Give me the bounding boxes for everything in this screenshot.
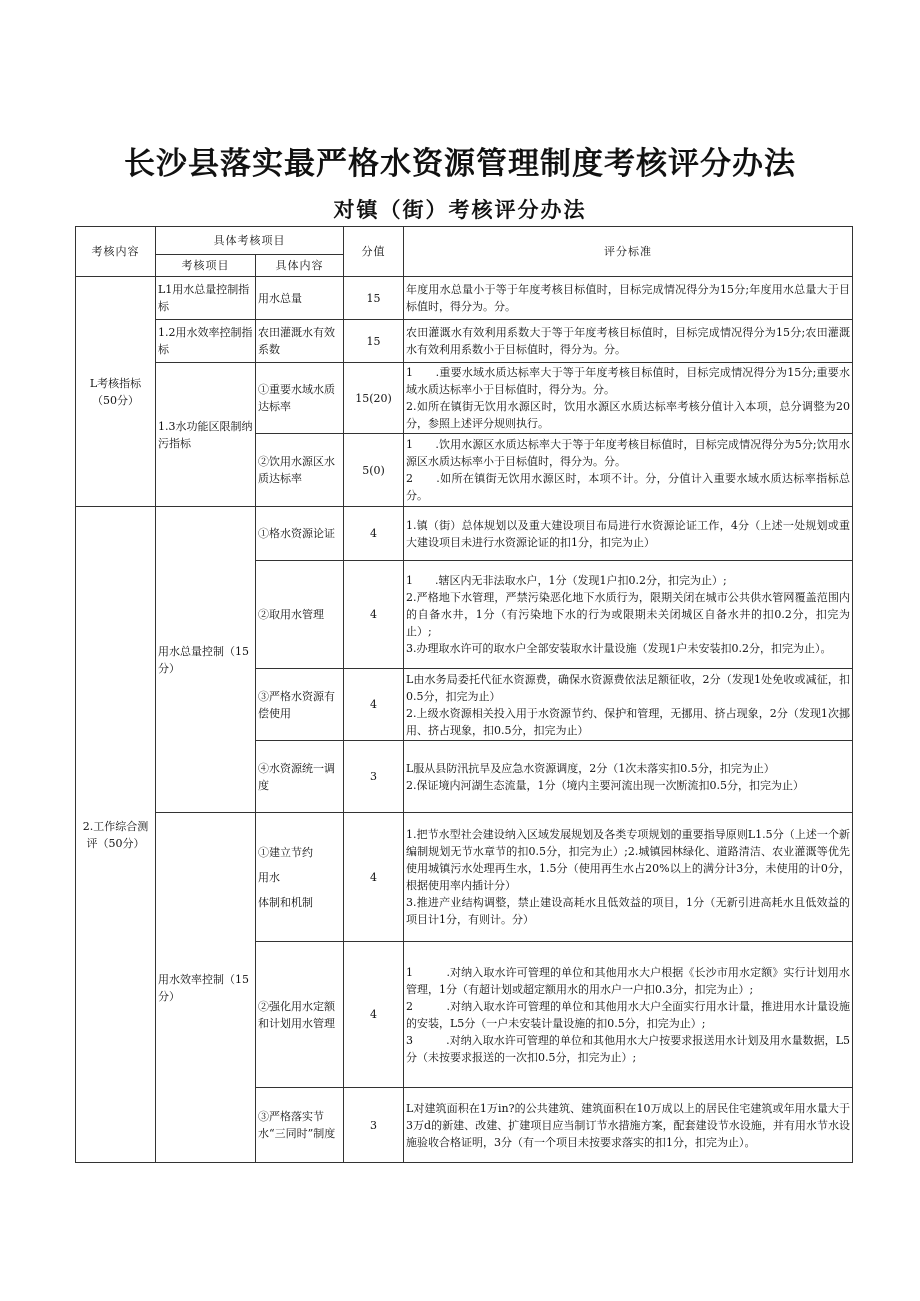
group-name: 用水效率控制（15分） [156,813,256,1163]
score-value: 5(0) [344,434,404,507]
score-value: 3 [344,741,404,813]
criteria-line: 2.严格地下水管理，严禁污染恶化地下水质行为，限期关闭在城市公共供水管网覆盖范围内的自备水井，1分（有污染地下水的行为或限期未关闭城区自备水井的扣0.2分，扣完为止）; [406,591,850,638]
header-specific: 具体考核项目 [156,227,344,255]
criteria-text [404,320,853,363]
score-value: 4 [344,813,404,942]
criteria-line: 3.推进产业结构调整，禁止建设高耗水且低效益的项目，1分（无新引进高耗水且低效益的项目计1分，有则计。分） [406,896,850,926]
criteria-line: 农田灌溉水有效利用系数大于等于年度考核目标值时，目标完成情况得分为15分;农田灌溉水有效利用系数小于目标值时，得分为。分。 [406,326,850,356]
criteria-line: L服从县防汛抗旱及应急水资源调度，2分（1次未落实扣0.5分，扣完为止） [406,761,775,775]
criteria-text [404,942,853,1088]
detail-name: ②强化用水定额和计划用水管理 [256,942,344,1088]
criteria-text [404,561,853,669]
criteria-text [404,434,853,507]
item-name: 1.3水功能区限制纳污指标 [156,363,256,507]
page-title: 长沙县落实最严格水资源管理制度考核评分办法 [124,146,796,182]
score-value: 3 [344,1088,404,1163]
criteria-line: L对建筑面积在1万in?的公共建筑、建筑面积在10万成以上的居民住宅建筑或年用水量大于3万d的新建、改建、扩建项目应当制订节水措施方案，配套建设节水设施，并有用水节水设施验收合格证明，3分（有一个项目未按要求落实的扣1分，扣完为止）。 [406,1101,850,1149]
criteria-line: 1 .对纳入取水许可管理的单位和其他用水大户根据《长沙市用水定额》实行计划用水管理，1分（有超计划或超定额用水的用水户一户扣0.3分，扣完为止）; [406,965,850,996]
criteria-text [404,741,853,813]
score-value: 4 [344,507,404,561]
item-name: 1.2用水效率控制指标 [156,320,256,363]
score-value: 4 [344,669,404,741]
table-row [76,363,853,434]
criteria-line: 2.如所在镇街无饮用水源区时，饮用水源区水质达标率考核分值计入本项，总分调整为20分，参照上述评分规则执行。 [406,400,850,430]
table-row [76,277,853,320]
score-value: 4 [344,561,404,669]
detail-name: ②饮用水源区水质达标率 [256,434,344,507]
criteria-line: 2 .对纳入取水许可管理的单位和其他用水大户全面实行用水计量，推进用水计量设施的安装，L5分（一户未安装计量设施的扣0.5分，扣完为止）; [406,999,850,1030]
detail-line: ①建立节约 [258,845,313,859]
header-score: 分值 [344,227,404,277]
criteria-line: 1.把节水型社会建设纳入区域发展规划及各类专项规划的重要指导原则L1.5分（上述一个新编制规划无节水章节的扣0.5分，扣完为止）;2.城镇园林绿化、道路清洁、农业灌溉等优先使用城镇污水处理再生水，1.5分（使用再生水占20%以上的满分计3分，未使用的计0分，根据使用率内插计分） [406,828,850,892]
detail-name: ①格水资源论证 [256,507,344,561]
page-subtitle: 对镇（街）考核评分办法 [333,197,587,222]
section-name: L考核指标（50分） [76,277,156,507]
detail-name: ③严格落实节水“三同时”制度 [256,1088,344,1163]
table-row [76,507,853,561]
criteria-line: 年度用水总量小于等于年度考核目标值时，目标完成情况得分为15分;年度用水总量大于目标值时，得分为。分。 [406,283,850,313]
criteria-line: 1 .辖区内无非法取水户，1分（发现1户扣0.2分，扣完为止）; [406,574,727,587]
score-value: 15 [344,320,404,363]
detail-name: ①重要水域水质达标率 [256,363,344,434]
detail-line: 体制和机制 [258,895,313,909]
scoring-table [75,226,853,1163]
detail-line: 用水 [258,870,280,884]
header-content: 考核内容 [76,227,156,277]
criteria-line: 1 .重要水域水质达标率大于等于年度考核目标值时，目标完成情况得分为15分;重要水域水质达标率小于目标值时，得分为。分。 [406,366,850,396]
detail-name: ③严格水资源有偿使用 [256,669,344,741]
table-row [76,320,853,363]
detail-name: ④水资源统一调度 [256,741,344,813]
criteria-text [404,813,853,942]
header-criteria: 评分标准 [404,227,853,277]
criteria-line: 2.保证境内河湖生态流量，1分（境内主要河流出现一次断流扣0.5分，扣完为止） [406,778,804,792]
score-value: 4 [344,942,404,1088]
table-row [76,813,853,942]
detail-name: ②取用水管理 [256,561,344,669]
criteria-text [404,277,853,320]
criteria-line: 3 .对纳入取水许可管理的单位和其他用水大户按要求报送用水计划及用水量数据，L5分（未按要求报送的一次扣0.5分，扣完为止）; [406,1033,850,1064]
criteria-text [404,1088,853,1163]
header-detail: 具体内容 [256,255,344,277]
header-item: 考核项目 [156,255,256,277]
score-value: 15(20) [344,363,404,434]
criteria-text [404,363,853,434]
criteria-line: 3.办理取水许可的取水户全部安装取水计量设施（发现1户未安装扣0.2分，扣完为止）。 [406,642,832,655]
criteria-line: 1 .饮用水源区水质达标率大于等于年度考核目标值时，目标完成情况得分为5分;饮用水源区水质达标率小于目标值时，得分为。分。 [406,438,850,468]
detail-name: 用水总量 [256,277,344,320]
table-header-row [76,227,853,255]
criteria-text [404,507,853,561]
criteria-text [404,669,853,741]
detail-name [256,813,344,942]
score-value: 15 [344,277,404,320]
group-name: 用水总量控制（15分） [156,507,256,813]
criteria-line: 2.上级水资源相关投入用于水资源节约、保护和管理，无挪用、挤占现象，2分（发现1次挪用、挤占现象，扣0.5分，扣完为止） [406,706,850,737]
criteria-line: 2 .如所在镇街无饮用水源区时，本项不计。分，分值计入重要水域水质达标率指标总分。 [406,472,850,502]
criteria-line: L由水务局委托代征水资源费，确保水资源费依法足额征收，2分（发现1处免收或减征，扣0.5分，扣完为止） [406,672,850,703]
item-name: L1用水总量控制指标 [156,277,256,320]
criteria-line: 1.镇（街）总体规划以及重大建设项目布局进行水资源论证工作，4分（上述一处规划或重大建设项目未进行水资源论证的扣1分，扣完为止） [406,518,850,549]
detail-name: 农田灌溉水有效系数 [256,320,344,363]
section-name: 2.工作综合测评（50分） [76,507,156,1163]
